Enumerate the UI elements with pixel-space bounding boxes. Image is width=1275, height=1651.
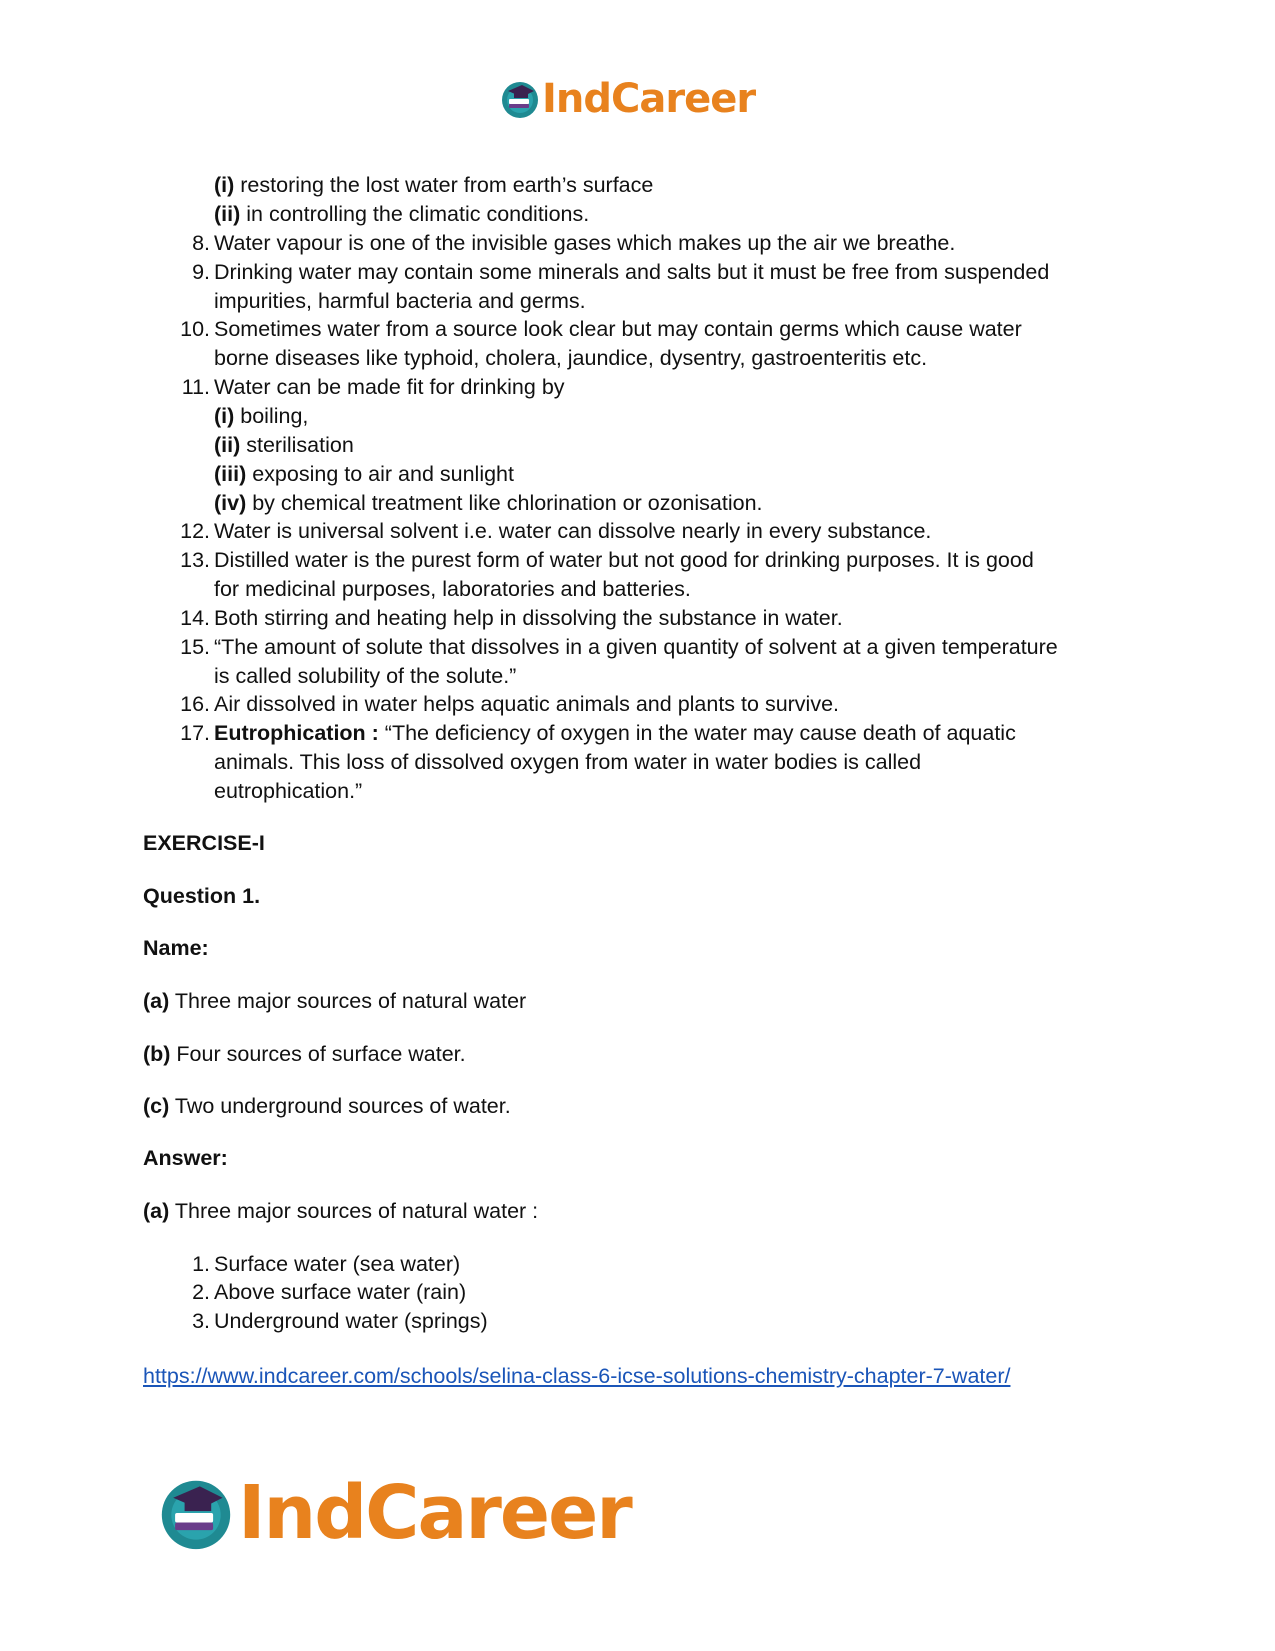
- question-part: (c) Two underground sources of water.: [143, 1094, 511, 1118]
- graduation-cap-book-icon: [158, 1475, 234, 1551]
- sub-item: (ii) in controlling the climatic conditions.: [214, 202, 590, 226]
- list-number: 8.: [192, 231, 210, 255]
- list-item-continued: eutrophication.”: [214, 779, 363, 803]
- term-eutrophication: Eutrophication :: [214, 721, 379, 745]
- list-item-continued: animals. This loss of dissolved oxygen from water in water bodies is called: [214, 750, 922, 774]
- list-item: Both stirring and heating help in dissolving the substance in water.: [214, 606, 843, 630]
- exercise-heading: EXERCISE-I: [143, 831, 265, 855]
- list-number: 13.: [180, 548, 210, 572]
- sub-item: (iii) exposing to air and sunlight: [214, 462, 514, 486]
- list-number: 11.: [181, 375, 210, 399]
- list-number: 14.: [180, 606, 210, 630]
- list-item-continued: is called solubility of the solute.”: [214, 664, 517, 688]
- list-item: Eutrophication : “The deficiency of oxygen in the water may cause death of aquatic: [214, 721, 1016, 745]
- list-item: Air dissolved in water helps aquatic animals and plants to survive.: [214, 692, 840, 716]
- question-heading: Question 1.: [143, 884, 261, 908]
- list-item-continued: borne diseases like typhoid, cholera, jaundice, dysentry, gastroenteritis etc.: [214, 346, 928, 370]
- answer-label: Answer:: [143, 1146, 228, 1170]
- answer-list-item: Surface water (sea water): [214, 1252, 461, 1276]
- header-logo: [500, 76, 755, 122]
- footer-logo: [158, 1470, 631, 1556]
- list-item: Water vapour is one of the invisible gases which makes up the air we breathe.: [214, 231, 956, 255]
- answer-list-item: Underground water (springs): [214, 1309, 488, 1333]
- list-item-continued: for medicinal purposes, laboratories and batteries.: [214, 577, 691, 601]
- sub-item: (iv) by chemical treatment like chlorination or ozonisation.: [214, 491, 763, 515]
- list-number: 17.: [180, 721, 210, 745]
- list-item-continued: impurities, harmful bacteria and germs.: [214, 289, 586, 313]
- list-item: Sometimes water from a source look clear but may contain germs which cause water: [214, 317, 1022, 341]
- list-number: 9.: [192, 260, 210, 284]
- logo-text: IndCareer: [238, 1470, 631, 1556]
- list-item: Water can be made fit for drinking by: [214, 375, 565, 399]
- source-link[interactable]: https://www.indcareer.com/schools/selina-class-6-icse-solutions-chemistry-chapter-7-water/: [143, 1364, 1011, 1388]
- question-part: (b) Four sources of surface water.: [143, 1042, 466, 1066]
- answer-part: (a) Three major sources of natural water :: [143, 1199, 539, 1223]
- logo-text: IndCareer: [542, 76, 756, 122]
- list-item: Distilled water is the purest form of water but not good for drinking purposes. It is good: [214, 548, 1034, 572]
- question-part: (a) Three major sources of natural water: [143, 989, 527, 1013]
- list-item: Drinking water may contain some minerals and salts but it must be free from suspended: [214, 260, 1050, 284]
- answer-list-number: 2.: [192, 1280, 210, 1304]
- name-label: Name:: [143, 936, 209, 960]
- list-number: 12.: [180, 519, 210, 543]
- list-item: “The amount of solute that dissolves in a given quantity of solvent at a given temperature: [214, 635, 1058, 659]
- sub-item: (i) boiling,: [214, 404, 309, 428]
- answer-list-number: 1.: [192, 1252, 210, 1276]
- list-number: 15.: [180, 635, 210, 659]
- graduation-cap-book-icon: [500, 79, 540, 119]
- list-number: 10.: [180, 317, 210, 341]
- answer-list-item: Above surface water (rain): [214, 1280, 467, 1304]
- sub-item: (i) restoring the lost water from earth’s surface: [214, 173, 654, 197]
- answer-list-number: 3.: [192, 1309, 210, 1333]
- sub-item: (ii) sterilisation: [214, 433, 354, 457]
- list-item: Water is universal solvent i.e. water can dissolve nearly in every substance.: [214, 519, 932, 543]
- list-number: 16.: [180, 692, 210, 716]
